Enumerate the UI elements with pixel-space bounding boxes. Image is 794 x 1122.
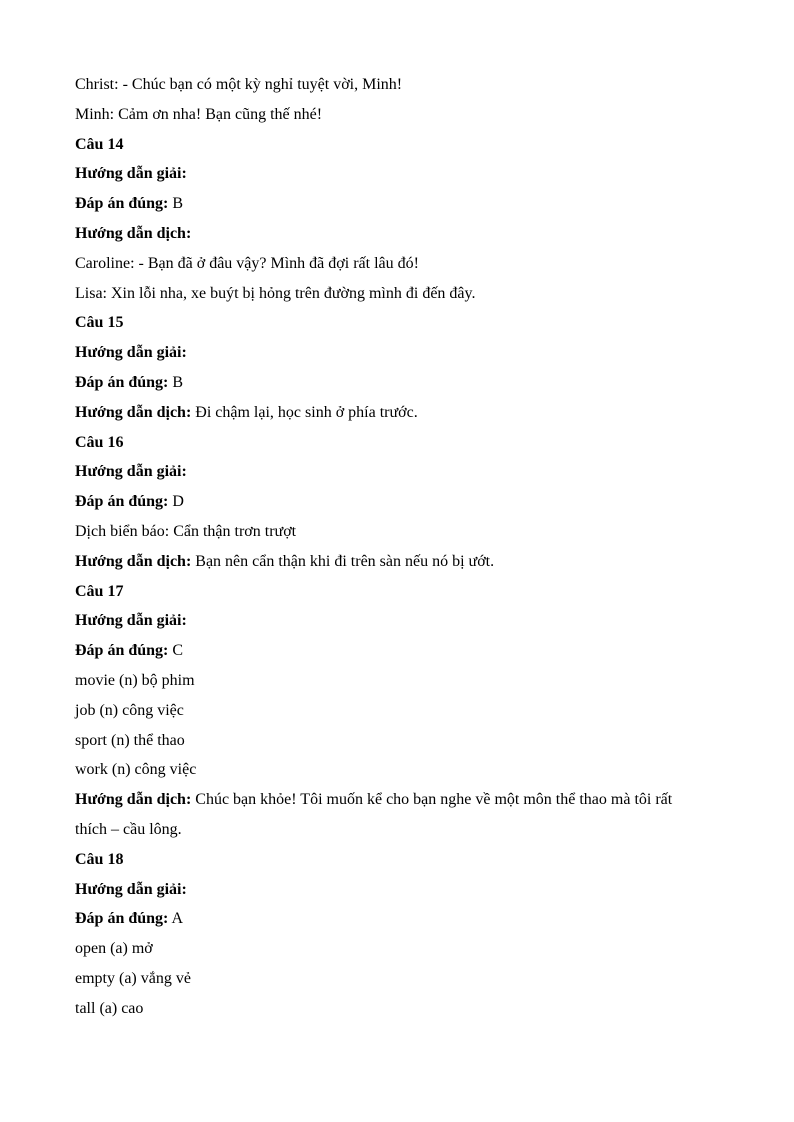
line-text-bold: Hướng dẫn dịch:: [75, 403, 192, 421]
line-text: Caroline: - Bạn đã ở đâu vậy? Mình đã đợi rất lâu đó!: [75, 254, 419, 272]
line-text: B: [168, 195, 184, 213]
document-line: [75, 815, 754, 845]
line-text: open (a) mở: [75, 940, 153, 958]
document-line: [75, 130, 754, 160]
line-text: B: [168, 373, 184, 391]
document-line: [75, 457, 754, 487]
document-line: [75, 100, 754, 130]
line-text-bold: Đáp án đúng:: [75, 910, 169, 928]
line-text-bold: Hướng dẫn dịch:: [75, 552, 192, 570]
line-text: job (n) công việc: [75, 701, 184, 719]
line-text: work (n) công việc: [75, 761, 197, 779]
line-text: Minh: Cảm ơn nha! Bạn cũng thế nhé!: [75, 105, 323, 123]
document-line: [75, 308, 754, 338]
line-text: Christ: - Chúc bạn có một kỳ nghỉ tuyệt vời, Minh!: [75, 76, 403, 93]
document-line: [75, 219, 754, 249]
document-line: [75, 517, 754, 547]
document-line: [75, 279, 754, 309]
line-text: Chúc bạn khỏe! Tôi muốn kể cho bạn nghe về một môn thể thao mà tôi rất: [191, 791, 673, 809]
line-text-bold: Câu 14: [75, 135, 124, 153]
line-text-bold: Hướng dẫn giải:: [75, 344, 187, 362]
document-line: [75, 636, 754, 666]
line-text-bold: Câu 16: [75, 433, 124, 451]
document-line: [75, 845, 754, 875]
document-line: [75, 696, 754, 726]
document-line: [75, 368, 754, 398]
line-text-bold: Đáp án đúng:: [75, 642, 169, 660]
document-line: [75, 428, 754, 458]
line-text: tall (a) cao: [75, 999, 144, 1017]
line-text: empty (a) vắng vẻ: [75, 969, 191, 987]
line-text: sport (n) thể thao: [75, 731, 185, 749]
line-text: thích – cầu lông.: [75, 820, 182, 838]
document-line: [75, 547, 754, 577]
line-text: Bạn nên cẩn thận khi đi trên sàn nếu nó bị ướt.: [191, 552, 495, 570]
line-text-bold: Câu 18: [75, 850, 124, 868]
line-text-bold: Đáp án đúng:: [75, 493, 169, 511]
document-line: [75, 159, 754, 189]
document-line: [75, 338, 754, 368]
document-line: [75, 994, 754, 1024]
document-line: [75, 577, 754, 607]
document-line: [75, 755, 754, 785]
line-text-bold: Câu 15: [75, 314, 124, 332]
document-line: [75, 249, 754, 279]
line-text: A: [168, 910, 184, 928]
line-text: Dịch biển báo: Cẩn thận trơn trượt: [75, 522, 297, 540]
line-text: Lisa: Xin lỗi nha, xe buýt bị hỏng trên đường mình đi đến đây.: [75, 284, 476, 302]
document-line: [75, 189, 754, 219]
document-body: [75, 70, 754, 1024]
document-line: [75, 398, 754, 428]
document-line: [75, 934, 754, 964]
line-text-bold: Hướng dẫn giải:: [75, 165, 187, 183]
document-line: [75, 606, 754, 636]
line-text-bold: Hướng dẫn dịch:: [75, 224, 192, 242]
document-line: [75, 785, 754, 815]
document-line: [75, 666, 754, 696]
line-text-bold: Đáp án đúng:: [75, 373, 169, 391]
line-text-bold: Hướng dẫn giải:: [75, 880, 187, 898]
document-line: [75, 726, 754, 756]
line-text-bold: Hướng dẫn giải:: [75, 463, 187, 481]
line-text-bold: Câu 17: [75, 582, 124, 600]
document-line: [75, 964, 754, 994]
line-text-bold: Đáp án đúng:: [75, 195, 169, 213]
document-line: [75, 70, 754, 100]
line-text: D: [168, 493, 184, 511]
document-line: [75, 904, 754, 934]
document-line: [75, 875, 754, 905]
line-text: C: [168, 642, 184, 660]
line-text-bold: Hướng dẫn giải:: [75, 612, 187, 630]
line-text-bold: Hướng dẫn dịch:: [75, 791, 192, 809]
line-text: movie (n) bộ phim: [75, 671, 195, 689]
document-line: [75, 487, 754, 517]
line-text: Đi chậm lại, học sinh ở phía trước.: [191, 403, 418, 421]
